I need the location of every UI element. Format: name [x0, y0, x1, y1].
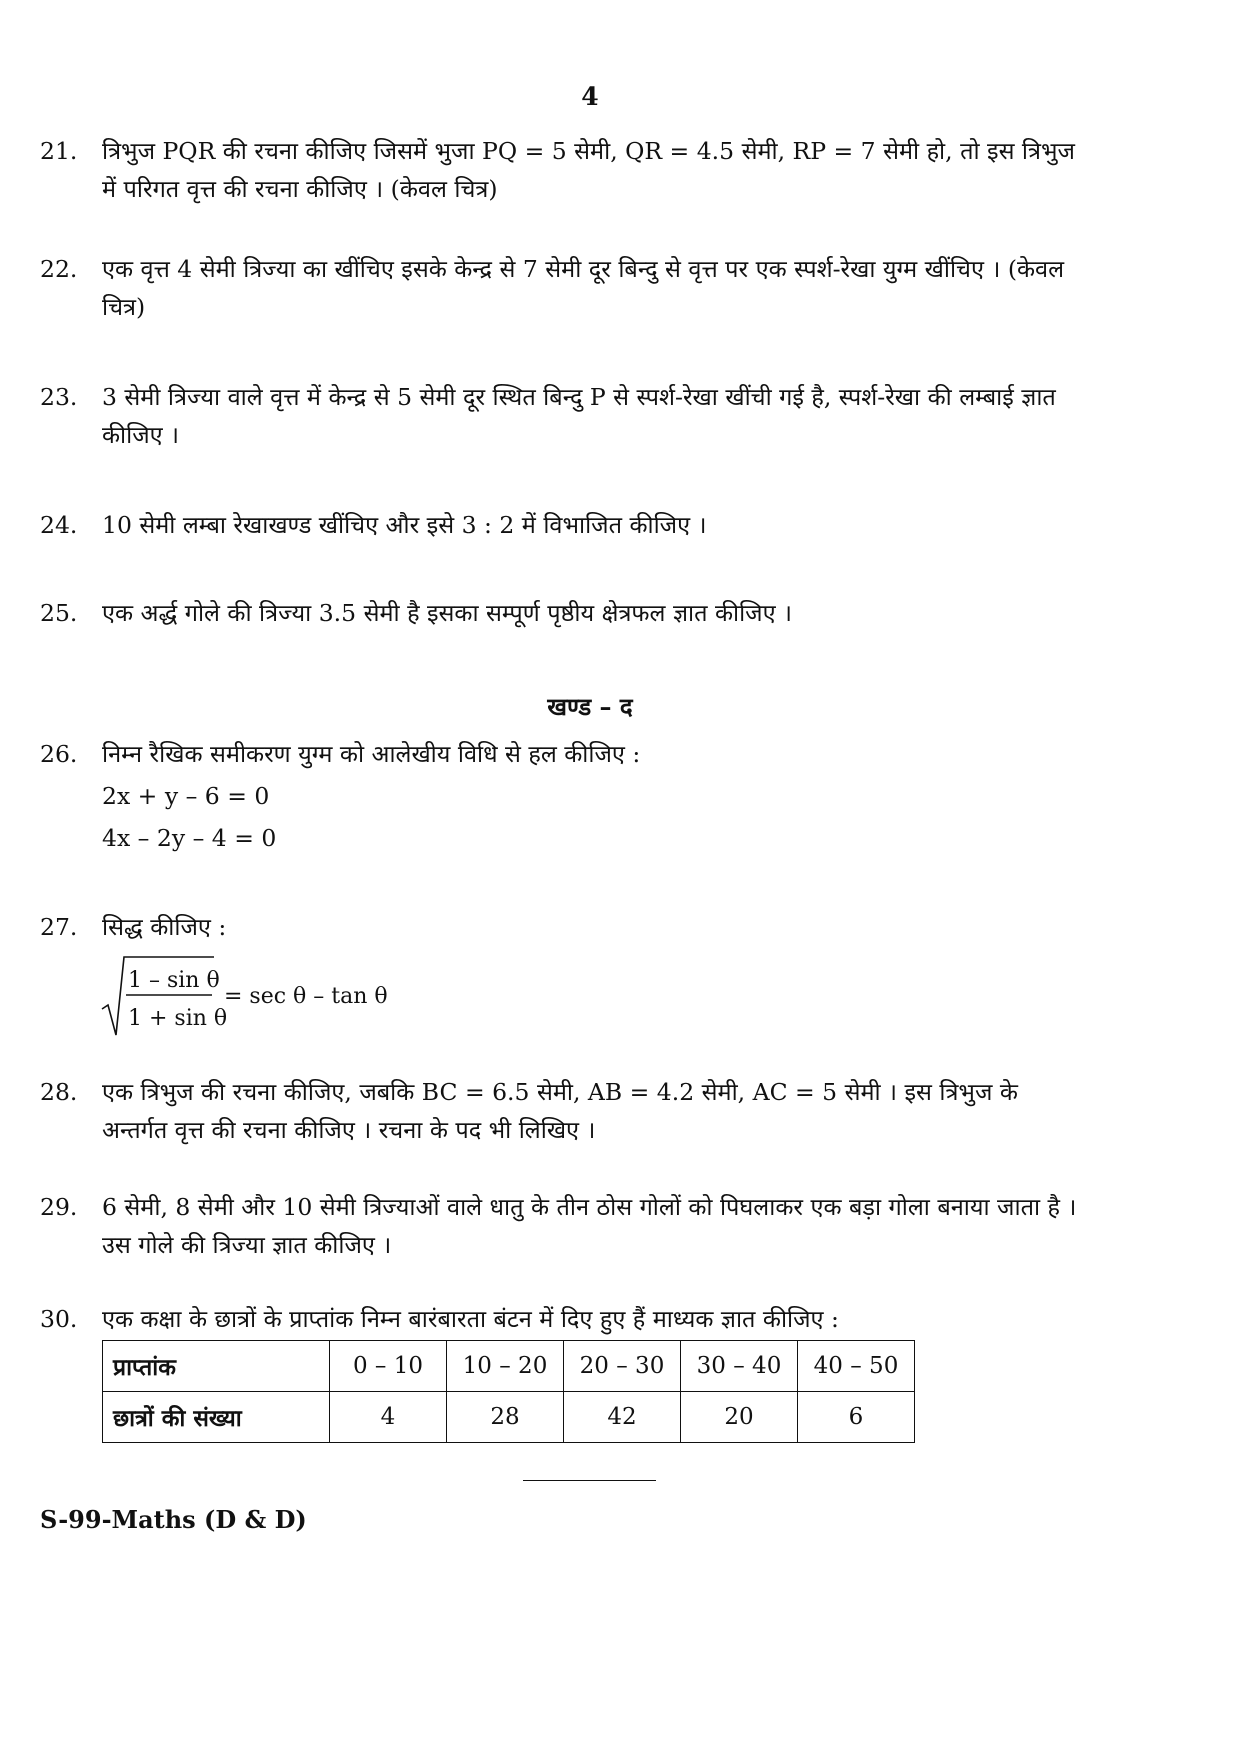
table-cell: 4 [330, 1392, 447, 1443]
section-heading: खण्ड – द [547, 692, 633, 721]
numerator: 1 – sin θ [128, 968, 220, 993]
table-cell: 6 [798, 1392, 915, 1443]
denominator: 1 + sin θ [128, 1006, 228, 1031]
question-number: 24. [40, 511, 78, 539]
question-number: 22. [40, 255, 78, 283]
table-cell: 40 – 50 [798, 1341, 915, 1392]
identity-expression [102, 955, 462, 1043]
table-row-label: प्राप्तांक [103, 1341, 330, 1392]
table-cell: 30 – 40 [681, 1341, 798, 1392]
frequency-table [102, 1340, 915, 1443]
question-text: एक कक्षा के छात्रों के प्राप्तांक निम्न बारंबारता बंटन में दिए हुए हैं माध्यक ज्ञात कीजिए : [102, 1305, 839, 1333]
end-divider [523, 1480, 656, 1481]
table-cell: 20 – 30 [564, 1341, 681, 1392]
question-text: निम्न रैखिक समीकरण युग्म को आलेखीय विधि से हल कीजिए : [102, 740, 641, 768]
question-text: एक अर्द्ध गोले की त्रिज्या 3.5 सेमी है इसका सम्पूर्ण पृष्ठीय क्षेत्रफल ज्ञात कीजिए । [102, 599, 792, 627]
table-row [103, 1392, 915, 1443]
question-28 [40, 1073, 1090, 1149]
table-cell: 20 [681, 1392, 798, 1443]
identity-rhs: = sec θ – tan θ [224, 984, 388, 1009]
question-number: 29. [40, 1193, 78, 1221]
question-number: 21. [40, 137, 78, 165]
question-27 [40, 908, 1090, 946]
paper-code-footer: S-99-Maths (D & D) [40, 1505, 307, 1534]
table-cell: 0 – 10 [330, 1341, 447, 1392]
table-cell: 42 [564, 1392, 681, 1443]
question-text: 10 सेमी लम्बा रेखाखण्ड खींचिए और इसे 3 : 2 में विभाजित कीजिए । [102, 511, 707, 539]
table-row [103, 1341, 915, 1392]
question-text: 3 सेमी त्रिज्या वाले वृत्त में केन्द्र से 5 सेमी दूर स्थित बिन्दु P से स्पर्श-रेखा खींची गई है, स्पर्श-रेखा की लम्बाई ज्ञात कीजिए । [102, 383, 1056, 449]
table-row-label: छात्रों की संख्या [103, 1392, 330, 1443]
table-cell: 10 – 20 [447, 1341, 564, 1392]
question-text: एक वृत्त 4 सेमी त्रिज्या का खींचिए इसके केन्द्र से 7 सेमी दूर बिन्दु से वृत्त पर एक स्पर्श-रेखा युग्म खींचिए । (केवल चित्र) [102, 255, 1065, 321]
question-number: 30. [40, 1305, 78, 1333]
equation-1: 2x + y – 6 = 0 [102, 782, 270, 810]
question-text: सिद्ध कीजिए : [102, 913, 227, 941]
question-24 [40, 506, 1090, 544]
question-number: 23. [40, 383, 78, 411]
question-22 [40, 250, 1090, 326]
question-23 [40, 378, 1090, 454]
table-cell: 28 [447, 1392, 564, 1443]
question-29 [40, 1188, 1090, 1264]
square-root-fraction [102, 955, 462, 1037]
question-21 [40, 132, 1090, 208]
question-25 [40, 594, 1090, 632]
question-number: 28. [40, 1078, 78, 1106]
question-number: 27. [40, 913, 78, 941]
question-number: 25. [40, 599, 78, 627]
question-30 [40, 1300, 1090, 1338]
question-text: 6 सेमी, 8 सेमी और 10 सेमी त्रिज्याओं वाले धातु के तीन ठोस गोलों को पिघलाकर एक बड़ा गोला बनाया जाता है । उस गोले की त्रिज्या ज्ञात कीजिए । [102, 1193, 1077, 1259]
question-26 [40, 735, 1090, 773]
question-number: 26. [40, 740, 78, 768]
question-text: एक त्रिभुज की रचना कीजिए, जबकि BC = 6.5 सेमी, AB = 4.2 सेमी, AC = 5 सेमी । इस त्रिभुज के अन्तर्गत वृत्त की रचना कीजिए । रचना के पद भी लिखिए । [102, 1078, 1018, 1144]
question-text: त्रिभुज PQR की रचना कीजिए जिसमें भुजा PQ = 5 सेमी, QR = 4.5 सेमी, RP = 7 सेमी हो, तो इस त्रिभुज में परिगत वृत्त की रचना कीजिए । (केवल चित्र) [102, 137, 1075, 203]
equation-2: 4x – 2y – 4 = 0 [102, 824, 277, 852]
page-number: 4 [581, 82, 599, 111]
